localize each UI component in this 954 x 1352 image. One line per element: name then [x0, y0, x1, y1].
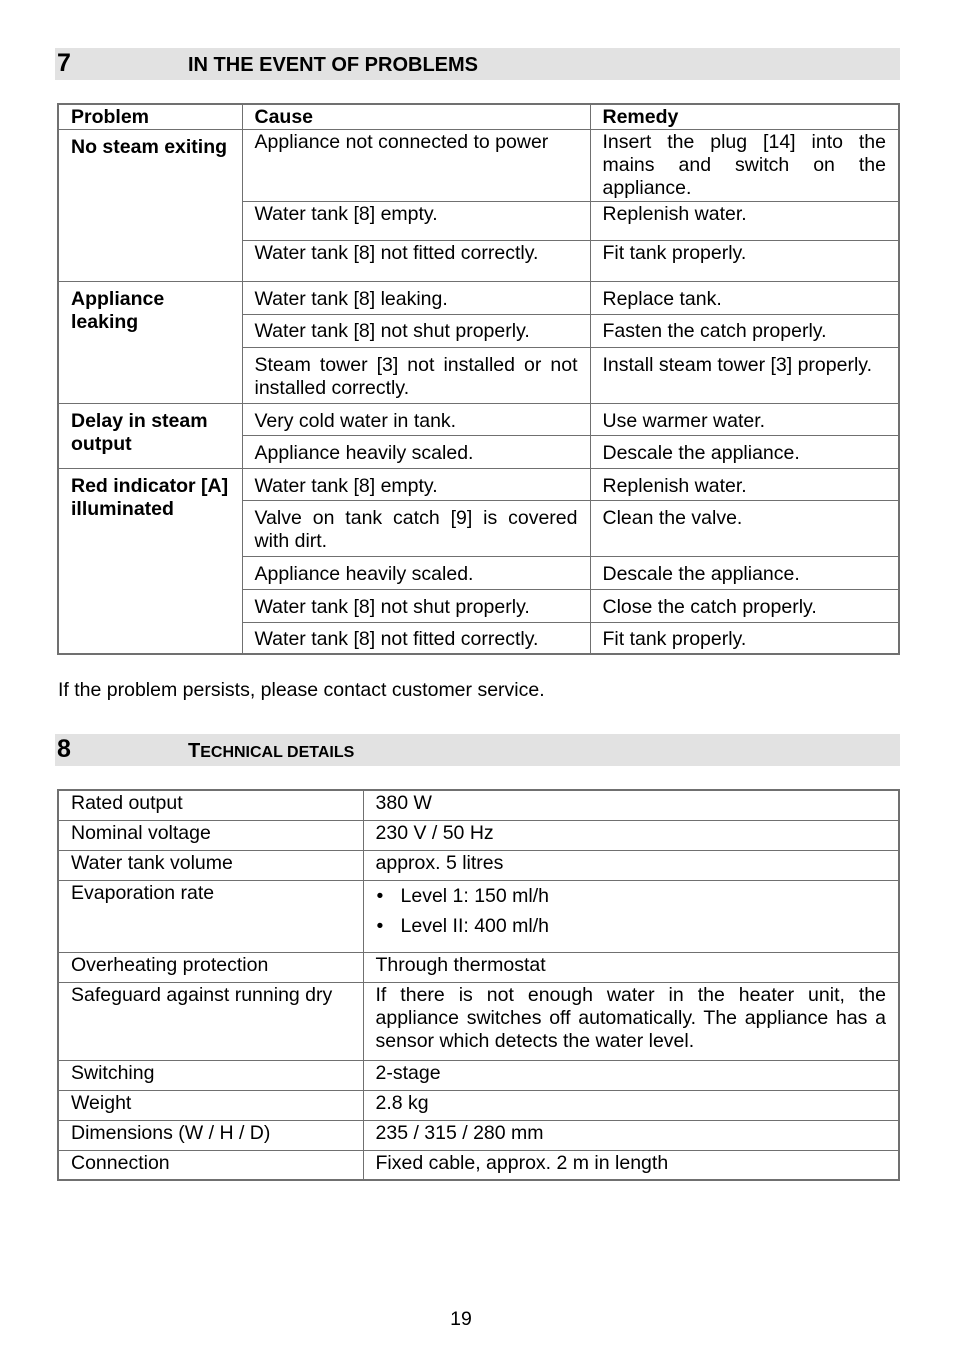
section-title: IN THE EVENT OF PROBLEMS [188, 54, 479, 76]
table-row [58, 469, 899, 501]
section-title-rest: ECHNICAL DETAILS [200, 744, 355, 761]
header-problem: Problem [58, 104, 242, 130]
spec-label: Safeguard against running dry [58, 982, 363, 1060]
spec-label: Weight [58, 1090, 363, 1120]
cause-cell: Appliance not connected to power [242, 130, 590, 202]
spec-label: Dimensions (W / H / D) [58, 1120, 363, 1150]
remedy-cell: Replace tank. [590, 282, 899, 315]
spec-value: Fixed cable, approx. 2 m in length [363, 1150, 899, 1180]
list-item: • Level II: 400 ml/h [376, 911, 887, 941]
technical-details-table [57, 789, 900, 1181]
section-title [188, 740, 354, 763]
spec-value: 235 / 315 / 280 mm [363, 1120, 899, 1150]
problem-cell: No steam exiting [58, 130, 242, 282]
cause-cell: Water tank [8] not fitted correctly. [242, 623, 590, 654]
spec-label: Nominal voltage [58, 820, 363, 850]
spec-value [363, 880, 899, 952]
remedy-cell: Replenish water. [590, 469, 899, 501]
remedy-cell: Use warmer water. [590, 404, 899, 436]
spec-value: 2.8 kg [363, 1090, 899, 1120]
list-item: • Level 1: 150 ml/h [376, 881, 887, 911]
section-number: 8 [57, 735, 71, 763]
cause-cell: Valve on tank catch [9] is covered with dirt. [242, 501, 590, 557]
spec-value: 2-stage [363, 1060, 899, 1090]
troubleshooting-table [57, 103, 900, 655]
remedy-cell: Descale the appliance. [590, 436, 899, 469]
spec-label: Connection [58, 1150, 363, 1180]
table-row [58, 952, 899, 982]
cause-cell: Water tank [8] not fitted correctly. [242, 241, 590, 282]
spec-value: 230 V / 50 Hz [363, 820, 899, 850]
spec-label: Rated output [58, 790, 363, 820]
remedy-cell: Descale the appliance. [590, 557, 899, 590]
problem-cell: Delay in steam output [58, 404, 242, 469]
table-header-row [58, 104, 899, 130]
spec-label: Switching [58, 1060, 363, 1090]
problem-cell: Red indicator [A] illuminated [58, 469, 242, 654]
section-8-heading [55, 734, 900, 766]
cause-cell: Very cold water in tank. [242, 404, 590, 436]
cause-cell: Appliance heavily scaled. [242, 557, 590, 590]
table-row [58, 1090, 899, 1120]
table-row [58, 790, 899, 820]
spec-value: approx. 5 litres [363, 850, 899, 880]
cause-cell: Steam tower [3] not installed or not installed correctly. [242, 348, 590, 404]
remedy-cell: Replenish water. [590, 202, 899, 241]
table-row [58, 404, 899, 436]
problem-cell: Appliance leaking [58, 282, 242, 404]
table-row [58, 1150, 899, 1180]
header-remedy: Remedy [590, 104, 899, 130]
cause-cell: Appliance heavily scaled. [242, 436, 590, 469]
remedy-cell: Insert the plug [14] into the mains and switch on the appliance. [590, 130, 899, 202]
evaporation-levels-list [376, 881, 887, 941]
remedy-cell: Fasten the catch properly. [590, 315, 899, 348]
section-7-heading [55, 48, 900, 80]
table-row [58, 880, 899, 952]
cause-cell: Water tank [8] not shut properly. [242, 315, 590, 348]
remedy-cell: Install steam tower [3] properly. [590, 348, 899, 404]
spec-label: Overheating protection [58, 952, 363, 982]
remedy-cell: Clean the valve. [590, 501, 899, 557]
table-row [58, 850, 899, 880]
table-row [58, 282, 899, 315]
spec-value: 380 W [363, 790, 899, 820]
cause-cell: Water tank [8] empty. [242, 202, 590, 241]
cause-cell: Water tank [8] leaking. [242, 282, 590, 315]
table-row [58, 1060, 899, 1090]
remedy-cell: Fit tank properly. [590, 623, 899, 654]
section-title-initial: T [188, 740, 201, 762]
table-row [58, 982, 899, 1060]
table-row [58, 1120, 899, 1150]
cause-cell: Water tank [8] not shut properly. [242, 590, 590, 623]
spec-value: If there is not enough water in the heater unit, the appliance switches off automatically. The appliance has a sensor which detects the water level. [363, 982, 899, 1060]
cause-cell: Water tank [8] empty. [242, 469, 590, 501]
spec-label: Water tank volume [58, 850, 363, 880]
spec-value: Through thermostat [363, 952, 899, 982]
remedy-cell: Close the catch properly. [590, 590, 899, 623]
page-number: 19 [450, 1308, 472, 1330]
spec-label: Evaporation rate [58, 880, 363, 952]
table-row [58, 130, 899, 202]
table-row [58, 820, 899, 850]
support-note: If the problem persists, please contact customer service. [58, 679, 545, 701]
section-number: 7 [57, 49, 71, 77]
remedy-cell: Fit tank properly. [590, 241, 899, 282]
header-cause: Cause [242, 104, 590, 130]
